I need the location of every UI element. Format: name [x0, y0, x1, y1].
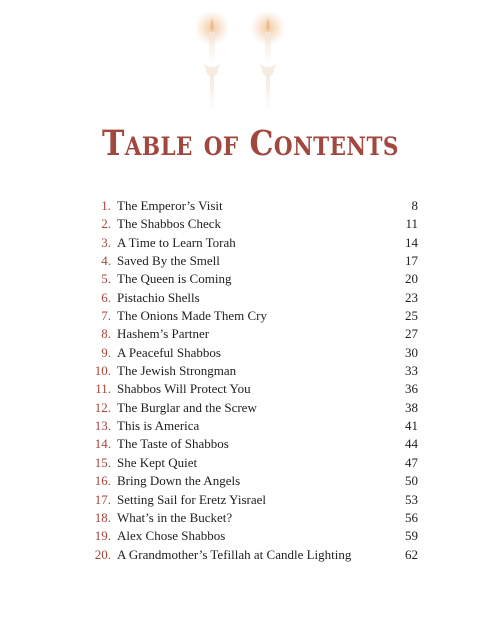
chapter-title: Bring Down the Angels	[117, 473, 241, 489]
page-number: 59	[405, 528, 418, 544]
chapter-number: 4.	[101, 253, 111, 269]
page-number: 11	[405, 216, 418, 232]
toc-entry	[78, 455, 418, 473]
chapter-title: The Shabbos Check	[117, 216, 221, 232]
toc-entry	[78, 253, 418, 271]
chapter-number: 5.	[101, 271, 111, 287]
toc-entry	[78, 528, 418, 546]
chapter-title: The Jewish Strongman	[117, 363, 237, 379]
page-number: 36	[405, 381, 418, 397]
toc-entry	[78, 473, 418, 491]
chapter-number: 1.	[101, 198, 111, 213]
toc-entry	[78, 271, 418, 289]
chapter-number: 16.	[94, 473, 111, 489]
page-number: 30	[405, 344, 418, 360]
right-candle	[251, 11, 285, 112]
page-number: 62	[405, 546, 418, 562]
page-title: Table of Contents	[101, 123, 399, 165]
toc-entry	[78, 510, 418, 528]
chapter-number: 10.	[94, 363, 111, 379]
page-number: 25	[405, 308, 418, 324]
chapter-title: A Time to Learn Torah	[117, 234, 236, 250]
chapter-title: A Grandmother’s Tefillah at Candle Lighting	[117, 546, 352, 562]
page-number: 20	[405, 271, 418, 287]
chapter-title: The Queen is Coming	[117, 271, 232, 287]
page-number: 56	[405, 509, 418, 525]
chapter-title: She Kept Quiet	[117, 454, 198, 470]
page-number: 41	[405, 418, 418, 434]
chapter-title: Shabbos Will Protect You	[117, 381, 251, 397]
toc-entry	[78, 290, 418, 308]
toc-entry	[78, 381, 418, 399]
chapter-number: 19.	[94, 528, 111, 544]
chapter-title: This is America	[117, 418, 200, 434]
chapter-number: 20.	[94, 546, 111, 562]
page-number: 8	[411, 198, 418, 213]
chapter-number: 15.	[94, 454, 111, 470]
page-number: 14	[405, 234, 418, 250]
chapter-title: A Peaceful Shabbos	[117, 344, 221, 360]
chapter-title: The Burglar and the Screw	[117, 399, 257, 415]
chapter-number: 2.	[101, 216, 111, 232]
page-number: 53	[405, 491, 418, 507]
toc-entry	[78, 326, 418, 344]
page-number: 27	[405, 326, 418, 342]
chapter-title: Hashem’s Partner	[117, 326, 210, 342]
chapter-number: 9.	[101, 344, 111, 360]
chapter-title: The Emperor’s Visit	[117, 198, 223, 213]
page-number: 23	[405, 289, 418, 305]
toc-entry	[78, 400, 418, 418]
chapter-title: Pistachio Shells	[117, 289, 200, 305]
table-of-contents	[78, 198, 418, 565]
chapter-number: 17.	[94, 491, 111, 507]
page-number: 33	[405, 363, 418, 379]
toc-entry	[78, 492, 418, 510]
chapter-number: 12.	[94, 399, 111, 415]
chapter-number: 3.	[101, 234, 111, 250]
toc-entry	[78, 198, 418, 216]
toc-entry	[78, 216, 418, 234]
page-number: 44	[405, 436, 418, 452]
toc-entry	[78, 345, 418, 363]
chapter-title: What’s in the Bucket?	[117, 509, 233, 525]
page-number: 38	[405, 399, 418, 415]
chapter-title: Setting Sail for Eretz Yisrael	[117, 491, 266, 507]
chapter-title: The Taste of Shabbos	[117, 436, 229, 452]
chapter-number: 13.	[94, 418, 111, 434]
left-candle	[195, 11, 229, 112]
toc-entry	[78, 235, 418, 253]
chapter-number: 11.	[95, 381, 111, 397]
page-number: 50	[405, 473, 418, 489]
toc-entry	[78, 308, 418, 326]
page-number: 47	[405, 454, 418, 470]
chapter-number: 7.	[101, 308, 111, 324]
chapter-title: The Onions Made Them Cry	[117, 308, 267, 324]
chapter-title: Alex Chose Shabbos	[117, 528, 226, 544]
toc-entry	[78, 547, 418, 565]
toc-entry	[78, 436, 418, 454]
chapter-number: 8.	[101, 326, 111, 342]
toc-entry	[78, 418, 418, 436]
toc-entry	[78, 363, 418, 381]
chapter-title: Saved By the Smell	[117, 253, 220, 269]
candlesticks-illustration	[180, 8, 300, 118]
chapter-number: 18.	[94, 509, 111, 525]
page-number: 17	[405, 253, 418, 269]
chapter-number: 14.	[94, 436, 111, 452]
chapter-number: 6.	[101, 289, 111, 305]
